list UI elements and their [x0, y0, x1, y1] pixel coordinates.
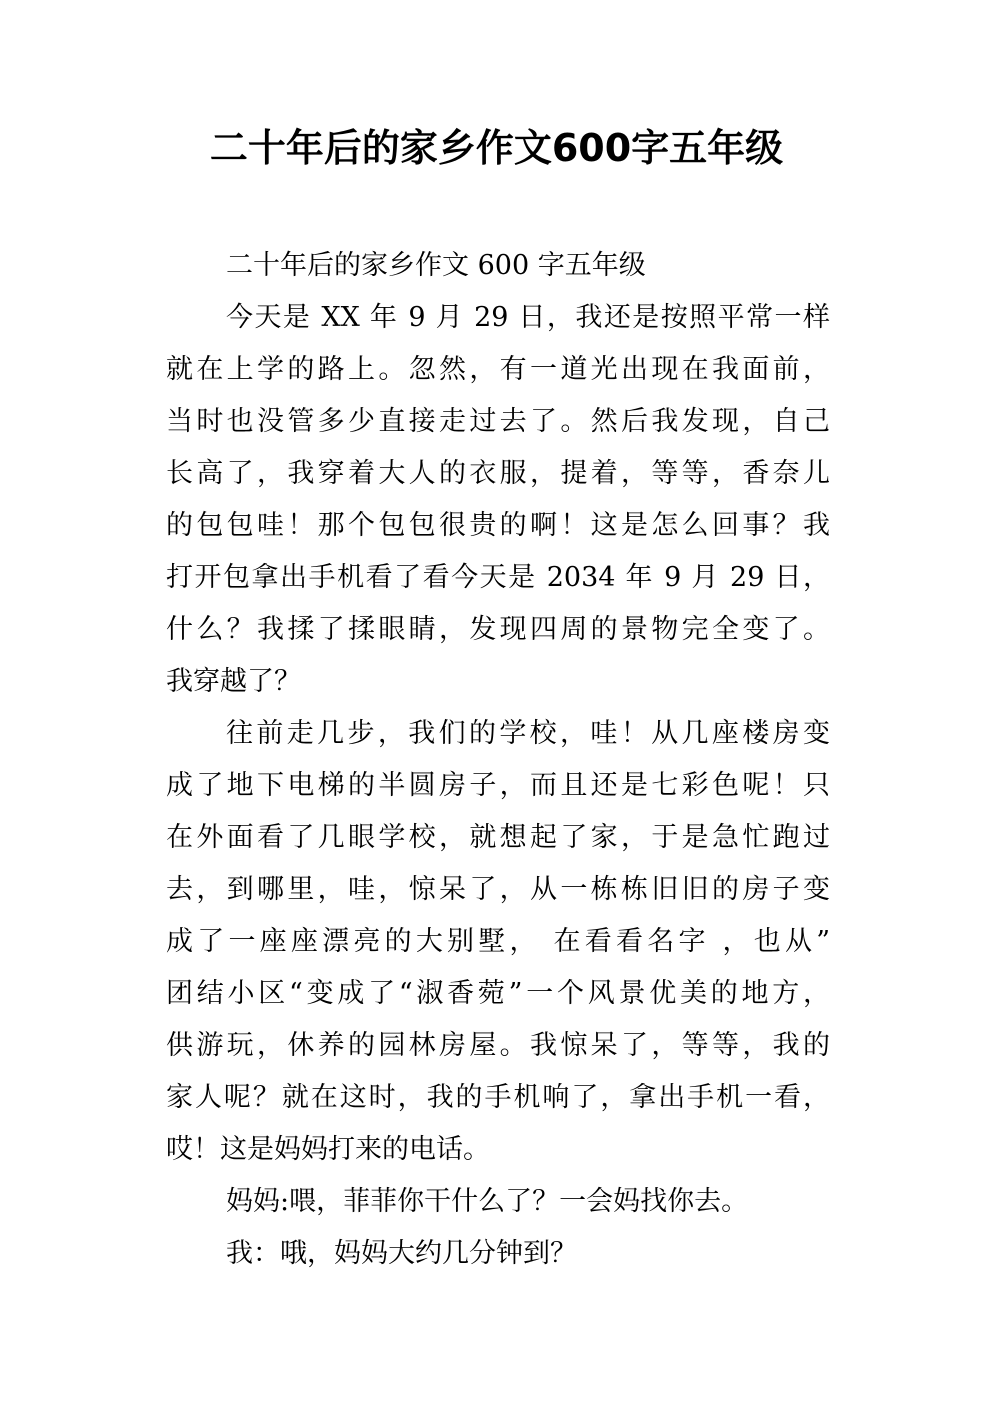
text-line: 在外面看了几眼学校，就想起了家，于是急忙跑过 — [166, 822, 830, 853]
document-body — [166, 240, 830, 1280]
text-line: 我穿越了？ — [166, 666, 301, 697]
text-line: 我：哦，妈妈大约几分钟到？ — [226, 1238, 577, 1269]
document-title: 二十年后的家乡作文600字五年级 — [209, 126, 784, 170]
text-line: 打开包拿出手机看了看今天是 2034 年 9 月 29 日， — [166, 562, 830, 593]
text-line: 成了地下电梯的半圆房子，而且还是七彩色呢！只 — [166, 770, 830, 801]
text-line: 家人呢？就在这时，我的手机响了，拿出手机一看， — [166, 1082, 830, 1113]
text-line: 往前走几步，我们的学校，哇！从几座楼房变 — [226, 718, 830, 749]
text-line: 就在上学的路上。忽然，有一道光出现在我面前， — [166, 354, 830, 385]
text-line: 长高了，我穿着大人的衣服，提着，等等，香奈儿 — [166, 458, 830, 489]
text-line: 妈妈:喂，菲菲你干什么了？一会妈找你去。 — [226, 1186, 749, 1217]
text-line: 团结小区“变成了“淑香菀”一个风景优美的地方， — [166, 978, 830, 1009]
text-line: 今天是 XX 年 9 月 29 日，我还是按照平常一样 — [226, 302, 830, 333]
text-line: 的包包哇！那个包包很贵的啊！这是怎么回事？我 — [166, 510, 830, 541]
text-line: 成了一座座漂亮的大别墅， 在看看名字 ，也从” — [166, 926, 830, 957]
text-line: 哎！这是妈妈打来的电话。 — [166, 1134, 490, 1165]
text-line: 供游玩，休养的园林房屋。我惊呆了，等等，我的 — [166, 1030, 830, 1061]
text-line: 当时也没管多少直接走过去了。然后我发现，自己 — [166, 406, 830, 437]
text-line: 二十年后的家乡作文 600 字五年级 — [226, 250, 646, 281]
text-line: 去，到哪里，哇，惊呆了，从一栋栋旧旧的房子变 — [166, 874, 830, 905]
text-line: 什么？我揉了揉眼睛，发现四周的景物完全变了。 — [166, 614, 830, 645]
